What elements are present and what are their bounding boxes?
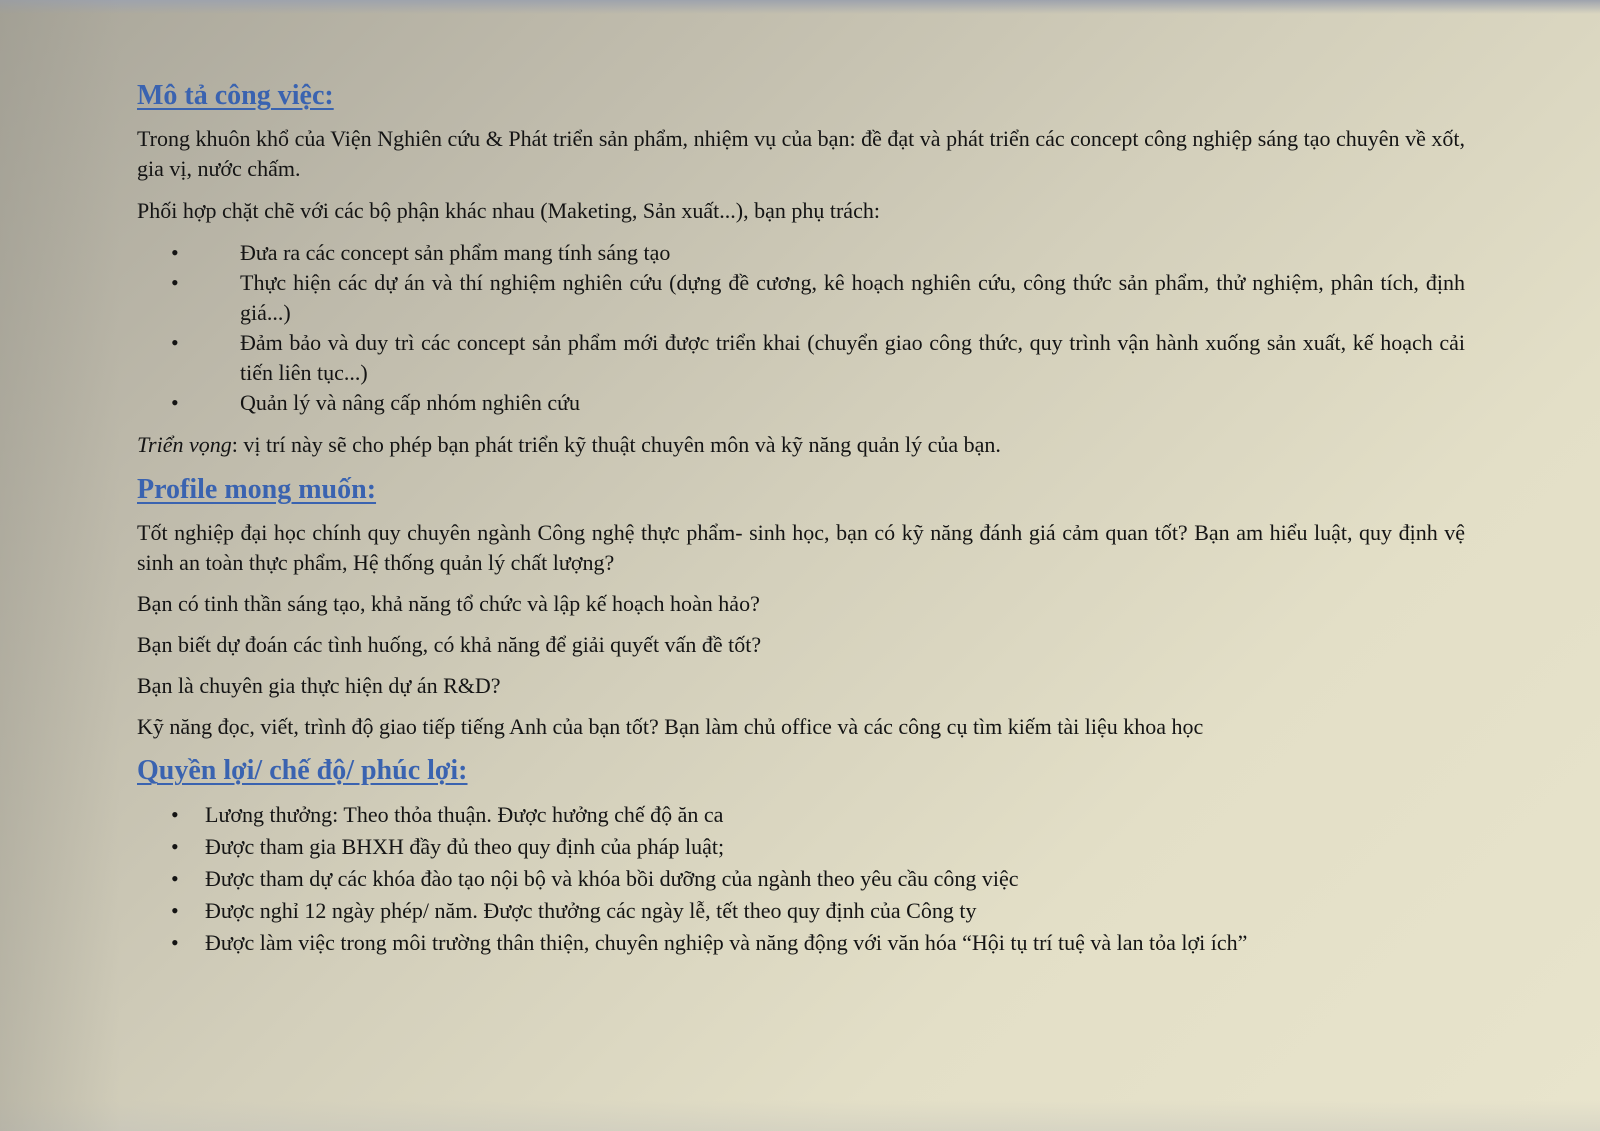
profile-paragraph: Bạn biết dự đoán các tình huống, có khả năng để giải quyết vấn đề tốt?: [137, 632, 762, 657]
profile-paragraph: Bạn có tinh thần sáng tạo, khả năng tổ chức và lập kế hoạch hoàn hảo?: [137, 591, 760, 616]
job-description-coordination: Phối hợp chặt chẽ với các bộ phận khác nhau (Maketing, Sản xuất...), bạn phụ trách:: [137, 198, 880, 223]
profile-paragraph: Kỹ năng đọc, viết, trình độ giao tiếp tiếng Anh của bạn tốt? Bạn làm chủ office và các công cụ tìm kiếm tài liệu khoa học: [137, 714, 1204, 739]
benefits-section: [137, 753, 1465, 959]
benefit-item: • Được nghỉ 12 ngày phép/ năm. Được thưởng các ngày lễ, tết theo quy định của Công ty: [137, 895, 1465, 927]
profile-heading: Profile mong muốn:: [137, 474, 377, 505]
job-description-intro: Trong khuôn khổ của Viện Nghiên cứu & Phát triển sản phẩm, nhiệm vụ của bạn: đề đạt và phát triển các concept công nghiệp sáng tạo chuyên về xốt, gia vị, nước chấm.: [137, 126, 1465, 181]
document-page: [137, 78, 1465, 971]
task-item: • Quản lý và nâng cấp nhóm nghiên cứu: [137, 388, 1465, 418]
task-item: • Đảm bảo và duy trì các concept sản phẩm mới được triển khai (chuyển giao công thức, quy trình vận hành xuống sản xuất, kế hoạch cải tiến liên tục...): [137, 328, 1465, 388]
job-description-heading: Mô tả công việc:: [137, 80, 334, 111]
prospect-text: : vị trí này sẽ cho phép bạn phát triển kỹ thuật chuyên môn và kỹ năng quản lý của bạn.: [231, 432, 1001, 457]
benefit-item: • Được tham gia BHXH đầy đủ theo quy định của pháp luật;: [137, 831, 1465, 863]
benefits-heading: Quyền lợi/ chế độ/ phúc lợi:: [137, 755, 468, 786]
benefit-list: [137, 799, 1465, 959]
prospect-label: Triển vọng: [137, 432, 232, 457]
task-item: • Đưa ra các concept sản phẩm mang tính sáng tạo: [137, 238, 1465, 268]
task-list: [137, 238, 1465, 418]
profile-paragraph: Bạn là chuyên gia thực hiện dự án R&D?: [137, 673, 501, 698]
benefit-item: • Được tham dự các khóa đào tạo nội bộ và khóa bồi dưỡng của ngành theo yêu cầu công việc: [137, 863, 1465, 895]
prospect-paragraph: [137, 430, 1465, 460]
profile-section: [137, 472, 1465, 742]
job-description-section: [137, 78, 1465, 460]
profile-paragraph: Tốt nghiệp đại học chính quy chuyên ngành Công nghệ thực phẩm- sinh học, bạn có kỹ năng đánh giá cảm quan tốt? Bạn am hiểu luật, quy định vệ sinh an toàn thực phẩm, Hệ thống quản lý chất lượng?: [137, 520, 1465, 575]
page-top-edge: [0, 0, 1600, 14]
task-item: • Thực hiện các dự án và thí nghiệm nghiên cứu (dựng đề cương, kê hoạch nghiên cứu, công thức sản phẩm, thử nghiệm, phân tích, định giá...): [137, 268, 1465, 328]
benefit-item: • Lương thưởng: Theo thỏa thuận. Được hưởng chế độ ăn ca: [137, 799, 1465, 831]
benefit-item: • Được làm việc trong môi trường thân thiện, chuyên nghiệp và năng động với văn hóa “Hội tụ trí tuệ và lan tỏa lợi ích”: [137, 927, 1465, 959]
page-left-shade: [0, 0, 120, 1131]
